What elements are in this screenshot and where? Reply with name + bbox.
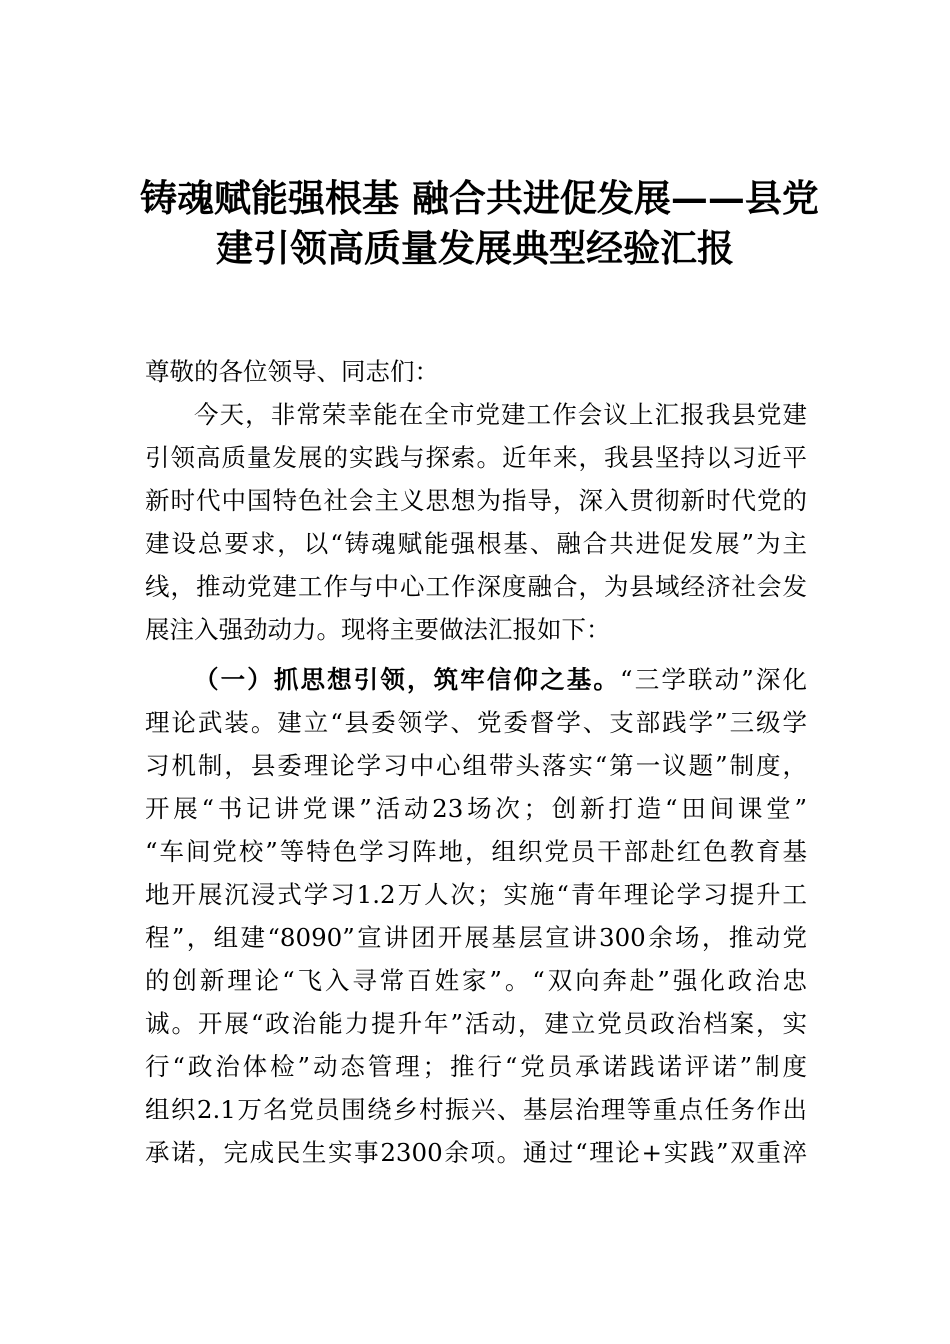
section-1-heading: （一）抓思想引领，筑牢信仰之基。 bbox=[194, 665, 621, 694]
paragraph-line: 建设总要求，以“铸魂赋能强根基、融合共进促发展”为主 bbox=[145, 529, 807, 558]
paragraph-line: 承诺，完成民生实事2300余项。通过“理论+实践”双重淬 bbox=[145, 1138, 807, 1167]
paragraph-line: 行“政治体检”动态管理；推行“党员承诺践诺评诺”制度 bbox=[145, 1052, 807, 1081]
paragraph-line: 习机制，县委理论学习中心组带头落实“第一议题”制度， bbox=[145, 751, 807, 780]
paragraph-line: 程”，组建“8090”宣讲团开展基层宣讲300余场，推动党 bbox=[145, 923, 807, 952]
paragraph-line: 今天，非常荣幸能在全市党建工作会议上汇报我县党建 bbox=[194, 400, 807, 429]
paragraph-line: 的创新理论“飞入寻常百姓家”。“双向奔赴”强化政治忠 bbox=[145, 966, 807, 995]
paragraph-line: 开展“书记讲党课”活动23场次；创新打造“田间课堂” bbox=[145, 794, 807, 823]
paragraph-line: “车间党校”等特色学习阵地，组织党员干部赴红色教育基 bbox=[145, 837, 807, 866]
paragraph-line: 展注入强劲动力。现将主要做法汇报如下： bbox=[145, 615, 611, 644]
salutation: 尊敬的各位领导、同志们： bbox=[145, 357, 439, 386]
document-title-line-1: 铸魂赋能强根基 融合共进促发展——县党 bbox=[140, 176, 819, 220]
section-1-first-line bbox=[194, 665, 807, 695]
section-1-first-line-tail: “三学联动”深化 bbox=[620, 665, 807, 694]
paragraph-line: 线，推动党建工作与中心工作深度融合，为县域经济社会发 bbox=[145, 572, 807, 601]
document-title-line-2: 建引领高质量发展典型经验汇报 bbox=[216, 226, 734, 270]
paragraph-line: 组织2.1万名党员围绕乡村振兴、基层治理等重点任务作出 bbox=[145, 1095, 807, 1124]
paragraph-line: 新时代中国特色社会主义思想为指导，深入贯彻新时代党的 bbox=[145, 486, 807, 515]
paragraph-line: 理论武装。建立“县委领学、党委督学、支部践学”三级学 bbox=[145, 708, 807, 737]
paragraph-line: 地开展沉浸式学习1.2万人次；实施“青年理论学习提升工 bbox=[145, 880, 807, 909]
paragraph-line: 引领高质量发展的实践与探索。近年来，我县坚持以习近平 bbox=[145, 443, 807, 472]
paragraph-line: 诚。开展“政治能力提升年”活动，建立党员政治档案，实 bbox=[145, 1009, 807, 1038]
